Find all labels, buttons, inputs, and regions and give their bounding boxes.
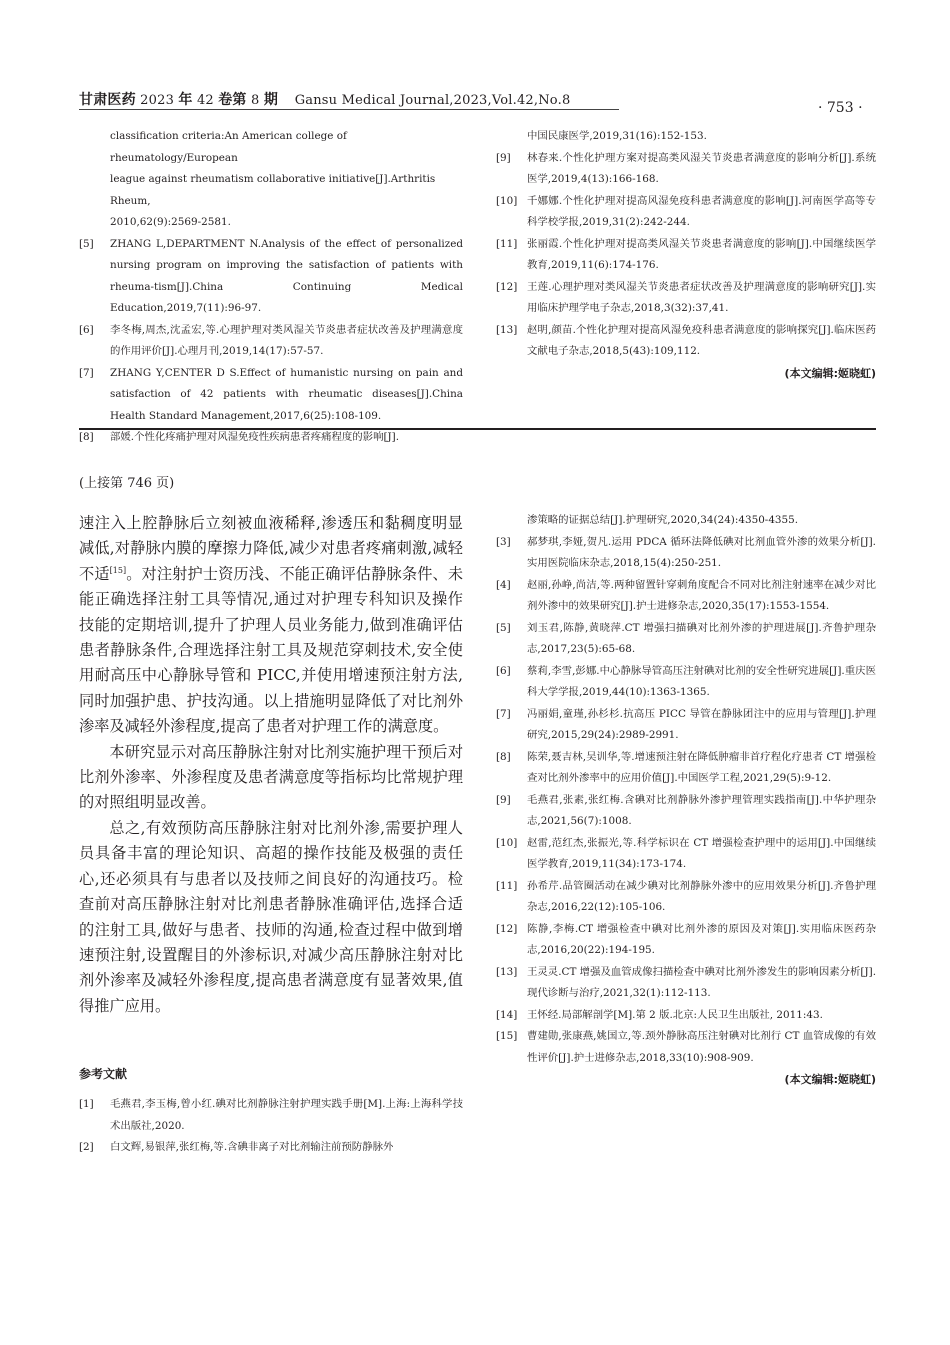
reference-item [79, 1094, 463, 1137]
page-number: · 753 · [818, 100, 863, 116]
reference-number: [8] [79, 431, 94, 443]
body-paragraph [79, 511, 463, 740]
reference-text: 李冬梅,周杰,沈孟宏,等.心理护理对类风湿关节炎患者症状改善及护理满意度的作用评价[J].心理月刊,2019,14(17):57-57. [110, 323, 463, 357]
reference-text: 曹建勋,张康燕,姚国立,等.颈外静脉高压注射碘对比剂行 CT 血管成像的有效性评价[J].护士进修杂志,2018,33(10):908-909. [527, 1030, 876, 1064]
reference-number: [10] [496, 194, 518, 207]
reference-item [79, 234, 463, 320]
reference-text: 毛燕君,张素,张红梅.含碘对比剂静脉外渗护理管理实践指南[J].中华护理杂志,2021,56(7):1008. [527, 793, 876, 827]
reference-item [496, 532, 876, 575]
reference-item [496, 876, 876, 919]
reference-text: 赵明,颜苗.个性化护理对提高风湿免疫科患者满意度的影响探究[J].临床医药文献电子杂志,2018,5(43):109,112. [527, 323, 876, 357]
reference-text: 赵丽,孙峥,尚洁,等.两种留置针穿刺角度配合不同对比剂注射速率在减少对比剂外渗中的效果研究[J].护士进修杂志,2020,35(17):1553-1554. [527, 578, 876, 612]
reference-number: [5] [496, 621, 511, 634]
reference-text: 郝梦琪,李娅,贺凡.运用 PDCA 循环法降低碘对比剂血管外渗的效果分析[J].实用医院临床杂志,2018,15(4):250-251. [527, 535, 876, 569]
reference-text: 刘玉君,陈静,黄晓萍.CT 增强扫描碘对比剂外渗的护理进展[J].齐鲁护理杂志,2017,23(5):65-68. [527, 621, 876, 655]
reference-text: 王灵灵.CT 增强及血管成像扫描检查中碘对比剂外渗发生的影响因素分析[J].现代诊断与治疗,2021,32(1):112-113. [527, 965, 876, 999]
running-header [79, 89, 570, 109]
header-rule [79, 109, 619, 110]
body-text: 。对注射护士资历浅、不能正确评估静脉条件、未能正确选择注射工具等情况,通过对护理专科知识及操作技能的定期培训,提升了护理人员业务能力,做到准确评估患者静脉条件,合理选择注射工具及规范穿刺技术,安全使用耐高压中心静脉导管和 PICC,并使用增速预注射方法,同时加强护患、护技沟通。以上措施明显降低了对比剂外渗率及减轻外渗程度,提高了患者对护理工作的满意度。 [79, 564, 464, 736]
issue-qi: 期 [263, 92, 279, 108]
reference-number: [5] [79, 237, 94, 250]
editor-note: (本文编辑:姬晓虹) [784, 1073, 876, 1086]
reference-number: [4] [496, 578, 511, 591]
reference-number: [2] [79, 1141, 94, 1153]
reference-text: 孙希芹.品管圈活动在减少碘对比剂静脉外渗中的应用效果分析[J].齐鲁护理杂志,2016,22(12):105-106. [527, 879, 876, 913]
reference-item [496, 148, 876, 191]
issue-year: 2023 [140, 93, 175, 108]
reference-number: [1] [79, 1098, 94, 1110]
reference-text: 赵雷,范红杰,张振光,等.科学标识在 CT 增强检查护理中的运用[J].中国继续医学教育,2019,11(34):173-174. [527, 836, 876, 870]
issue-juan: 卷第 [218, 92, 247, 108]
reference-item [496, 747, 876, 790]
continued-from-note: (上接第 746 页) [79, 476, 175, 491]
ref-continuation-line: 中国民康医学,2019,31(16):152-153. [527, 130, 707, 142]
reference-number: [11] [496, 879, 518, 892]
reference-number: [9] [496, 151, 511, 164]
reference-item [496, 1005, 876, 1027]
bottom-left-references [79, 1094, 463, 1159]
issue-nian: 年 [178, 92, 193, 108]
reference-text: 陈荣,聂吉林,吴训华,等.增速预注射在降低肿瘤非首疗程化疗患者 CT 增强检查对比剂外渗率中的应用价值[J].中国医学工程,2021,29(5):9-12. [527, 750, 876, 784]
editor-note: (本文编辑:姬晓虹) [784, 366, 876, 380]
reference-text: 王怀经.局部解剖学[M].第 2 版.北京:人民卫生出版社, 2011:43. [527, 1008, 823, 1021]
reference-number: [9] [496, 793, 511, 806]
reference-item [496, 277, 876, 320]
reference-text: ZHANG L,DEPARTMENT N.Analysis of the effect of personalized nursing program on improving the satisfaction of patients with rheuma-tism[J].China Continuing Medical Education,2019,7(11):96-97. [110, 237, 463, 314]
reference-text: ZHANG Y,CENTER D S.Effect of humanistic nursing on pain and satisfaction of 42 patients with rheumatic diseases[J].China Health Standard Management,2017,6(25):108-109. [110, 366, 463, 422]
reference-item [79, 427, 463, 449]
reference-text: 张丽霞.个性化护理对提高类风湿关节炎患者满意度的影响[J].中国继续医学教育,2019,11(6):174-176. [527, 237, 876, 271]
reference-item [79, 363, 463, 428]
ref-continuation [496, 510, 876, 532]
top-right-references [496, 126, 876, 384]
reference-item [496, 661, 876, 704]
citation-marker: [15] [109, 565, 127, 575]
reference-number: [13] [496, 965, 518, 978]
reference-number: [13] [496, 323, 518, 336]
reference-text: 冯丽娟,童瑾,孙杉杉.抗高压 PICC 导管在静脉团注中的应用与管理[J].护理研究,2015,29(24):2989-2991. [527, 707, 876, 741]
reference-item [496, 234, 876, 277]
article-divider [79, 428, 876, 430]
reference-number: [10] [496, 836, 518, 849]
reference-item [496, 1026, 876, 1069]
ref-continuation-line: 渗策略的证据总结[J].护理研究,2020,34(24):4350-4355. [527, 514, 799, 526]
reference-text: 部媛.个性化疼痛护理对风湿免疫性疾病患者疼痛程度的影响[J]. [110, 431, 400, 443]
ref-continuation [496, 126, 876, 148]
reference-item [496, 833, 876, 876]
reference-number: [6] [79, 323, 94, 336]
reference-number: [14] [496, 1008, 518, 1021]
journal-title-cn: 甘肃医药 [79, 92, 136, 108]
ref-continuation-line: 2010,62(9):2569-2581. [110, 216, 231, 228]
references-heading: 参考文献 [79, 1067, 128, 1081]
top-left-references [79, 126, 463, 449]
reference-text: 陈静,李梅.CT 增强检查中碘对比剂外渗的原因及对策[J].实用临床医药杂志,2016,20(22):194-195. [527, 922, 876, 956]
reference-item [79, 320, 463, 363]
reference-number: [12] [496, 280, 518, 293]
reference-item [496, 790, 876, 833]
reference-item [79, 1137, 463, 1159]
reference-item [496, 618, 876, 661]
reference-number: [11] [496, 237, 518, 250]
reference-item [496, 962, 876, 1005]
reference-item [496, 704, 876, 747]
article-body [79, 511, 463, 1019]
reference-text: 毛燕君,李玉梅,曾小红.碘对比剂静脉注射护理实践手册[M].上海:上海科学技术出版社,2020. [110, 1098, 463, 1132]
reference-number: [3] [496, 535, 511, 548]
issue-volume: 42 [196, 93, 214, 108]
ref-continuation [79, 126, 463, 234]
reference-number: [7] [496, 707, 511, 720]
reference-number: [12] [496, 922, 518, 935]
reference-item [496, 575, 876, 618]
body-paragraph: 总之,有效预防高压静脉注射对比剂外渗,需要护理人员具备丰富的理论知识、高超的操作技能及极强的责任心,还必须具有与患者以及技师之间良好的沟通技巧。检查前对高压静脉注射对比剂患者静脉准确评估,选择合适的注射工具,做好与患者、技师的沟通,检查过程中做到增速预注射,设置醒目的外渗标识,对减少高压静脉注射对比剂外渗率及减轻外渗程度,提高患者满意度有显著效果,值得推广应用。 [79, 818, 463, 1015]
body-text: 速注入上腔静脉后立刻被血液稀释,渗透压和黏稠度明显减低,对静脉内膜的摩擦力降低,减少对患者疼痛刺激,减轻不适 [79, 514, 463, 583]
reference-item [496, 919, 876, 962]
reference-text: 白文辉,易银萍,张红梅,等.含碘非离子对比剂输注前预防静脉外 [110, 1141, 394, 1153]
body-paragraph: 本研究显示对高压静脉注射对比剂实施护理干预后对比剂外渗率、外渗程度及患者满意度等指标均比常规护理的对照组明显改善。 [79, 742, 463, 812]
bottom-right-references [496, 510, 876, 1091]
journal-title-en: Gansu Medical Journal,2023,Vol.42,No.8 [294, 93, 571, 108]
reference-number: [8] [496, 750, 511, 763]
issue-number: 8 [250, 93, 260, 108]
reference-text: 千娜娜.个性化护理对提高风湿免疫科患者满意度的影响[J].河南医学高等专科学校学报,2019,31(2):242-244. [527, 194, 876, 228]
ref-continuation-line: classification criteria:An American college of rheumatology/European [110, 130, 347, 164]
reference-item [496, 191, 876, 234]
ref-continuation-line: league against rheumatism collaborative initiative[J].Arthritis Rheum, [110, 173, 436, 207]
reference-number: [6] [496, 664, 511, 677]
reference-item [496, 320, 876, 363]
reference-number: [15] [496, 1030, 518, 1042]
reference-text: 蔡莉,李雪,彭娜.中心静脉导管高压注射碘对比剂的安全性研究进展[J].重庆医科大学学报,2019,44(10):1363-1365. [527, 664, 876, 698]
reference-text: 王莲.心理护理对类风湿关节炎患者症状改善及护理满意度的影响研究[J].实用临床护理学电子杂志,2018,3(32):37,41. [527, 280, 876, 314]
reference-number: [7] [79, 366, 94, 379]
reference-text: 林春来.个性化护理方案对提高类风湿关节炎患者满意度的影响分析[J].系统医学,2019,4(13):166-168. [527, 151, 876, 185]
